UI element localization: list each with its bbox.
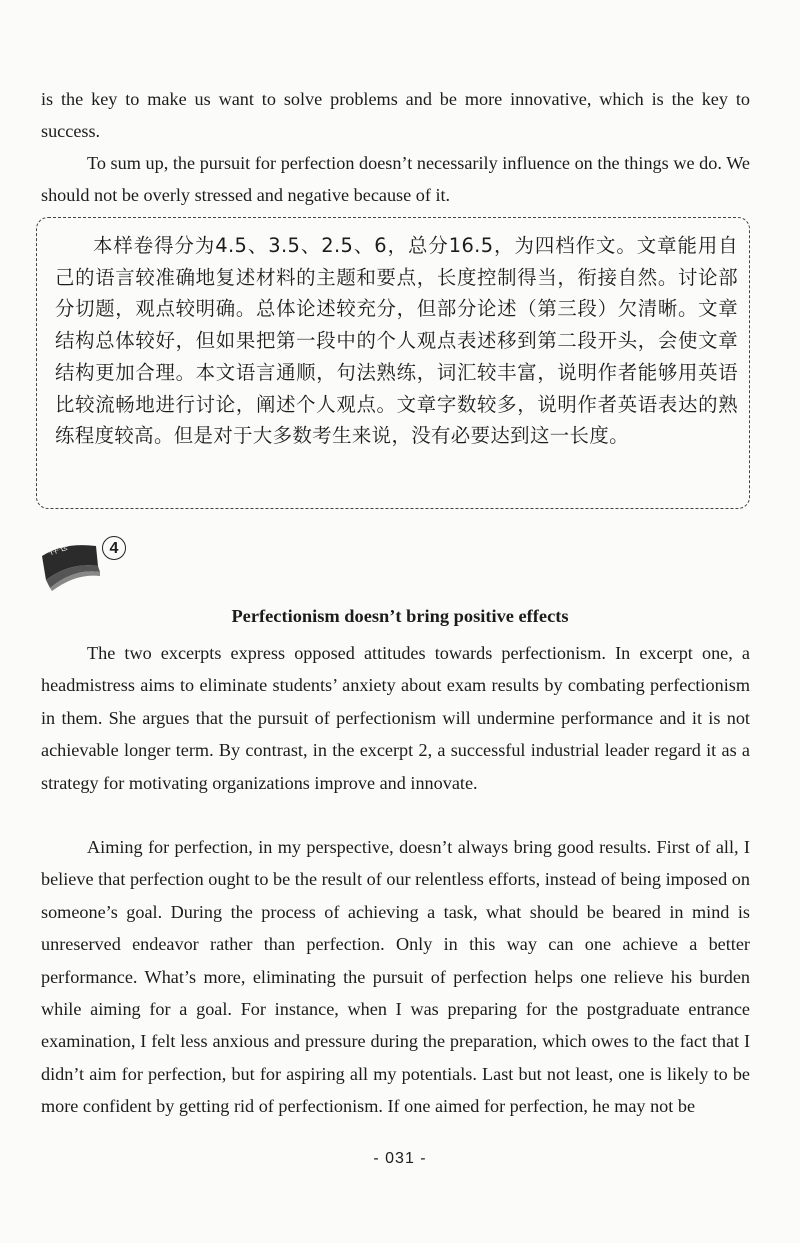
- essay-title: Perfectionism doesn’t bring positive effects: [231, 606, 569, 626]
- essay-paragraph-2: Aiming for perfection, in my perspective, doesn’t always bring good results. First of all, I believe that perfection ought to be the result of our relentless efforts, instead of being imposed on someone’s goal. During the process of achieving a task, what should be beared in mind is unreserved endeavor rather than perfection. Only in this way can one achieve a better performance. What’s more, eliminating the pursuit of perfection helps one relieve his burden while aiming for a goal. For instance, when I was preparing for the postgraduate entrance examination, I felt less anxious and pressure during the preparation, which owes to the fact that I didn’t aim for perfection, but for aspiring all my potentials. Last but not least, one is likely to be more confident by getting rid of perfectionism. If one aimed for perfection, he may not be: [41, 837, 750, 1117]
- page-number: - 031 -: [373, 1150, 427, 1167]
- sample-badge: [36, 536, 128, 592]
- examiner-comment-text: 本样卷得分为4.5、3.5、2.5、6，总分16.5，为四档作文。文章能用自己的语言较准确地复述材料的主题和要点，长度控制得当，衔接自然。讨论部分切题，观点较明确。总体论述较充分，但部分论述（第三段）欠清晰。文章结构总体较好，但如果把第一段中的个人观点表述移到第二段开头，会使文章结构更加合理。本文语言通顺，句法熟练，词汇较丰富，说明作者能够用英语比较流畅地进行讨论，阐述个人观点。文章字数较多，说明作者英语表达的熟练程度较高。但是对于大多数考生来说，没有必要达到这一长度。: [55, 234, 738, 448]
- continued-paragraph: is the key to make us want to solve problems and be more innovative, which is the key to success.: [41, 89, 750, 142]
- sample-badge-label: 样卷: [47, 541, 70, 558]
- conclusion-paragraph: To sum up, the pursuit for perfection doesn’t necessarily influence on the things we do. We should not be overly stressed and negative because of it.: [41, 153, 750, 206]
- sample-number: 4: [102, 536, 126, 560]
- essay-paragraph-1: The two excerpts express opposed attitudes towards perfectionism. In excerpt one, a headmistress aims to eliminate students’ anxiety about exam results by combating perfectionism in them. She argues that the pursuit of perfectionism will undermine performance and it is not achievable longer term. By contrast, in the excerpt 2, a successful industrial leader regard it as a strategy for motivating organizations improve and innovate.: [41, 643, 750, 793]
